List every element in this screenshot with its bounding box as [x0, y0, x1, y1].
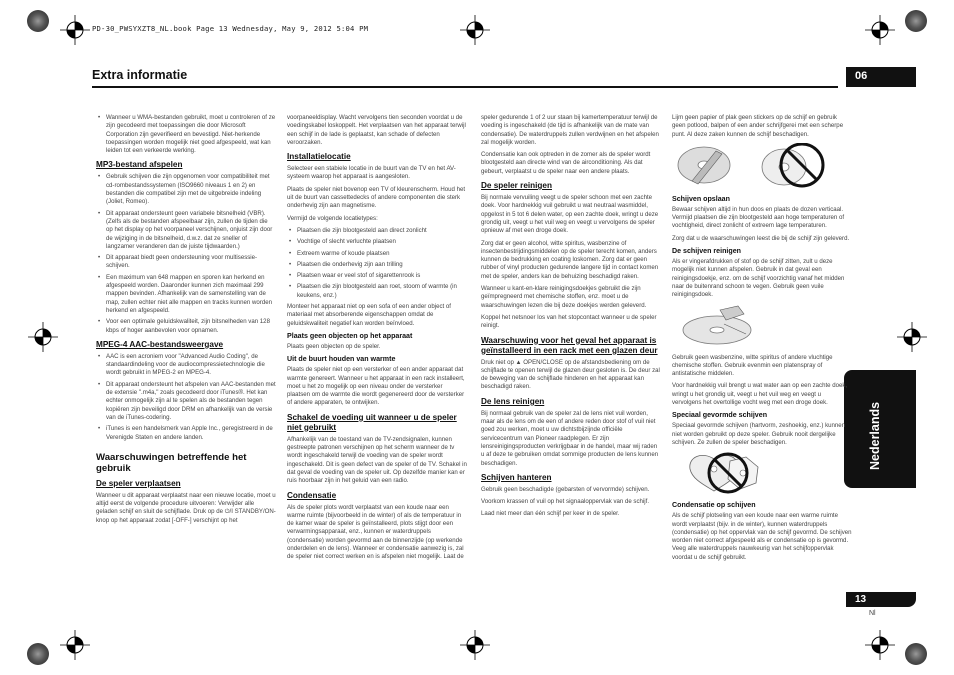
list-item: • Plaatsen die onderhevig zijn aan trilling	[287, 261, 467, 269]
section-heading: MPEG-4 AAC-bestandsweergave	[96, 339, 224, 349]
list-item: • Voor een optimale geluidskwaliteit, zijn bitsnelheden van 128 kbps of hoger aanbevolen voor opnamen.	[96, 318, 276, 335]
registration-mark-icon	[460, 630, 490, 660]
paragraph: Laad niet meer dan één schijf per keer in de speler.	[481, 510, 620, 518]
section-title: Waarschuwingen betreffende het gebruik	[96, 451, 247, 474]
paragraph: Als de schijf plotseling van een koude naar een warme ruimte wordt verplaatst (bijv. in de winter), kunnen waterdruppels (condensatie) op het oppervlak van de schijf gevormd. De schijven worden niet correct afgespeeld als er condensatie op is gevormd. Veeg alle waterdruppels nauwkeurig van het schijfoppervlak voordat u de schijf gebruikt.	[672, 512, 852, 561]
section-heading: Waarschuwing voor het geval het apparaat is geïnstalleerd in een rack met een glazen deur	[481, 335, 658, 355]
language-side-tab	[844, 370, 916, 488]
paragraph: Voor hardnekkig vuil brengt u wat water aan op een zachte doek, wringt u het grondig uit, veegt u het vuil weg en veegt u vervolgens het overtollige vocht weg met een droge doek.	[672, 382, 848, 407]
paragraph: Monteer het apparaat niet op een sofa of een ander object of materiaal met absorberende eigenschappen omdat de geluidskwaliteit negatief kan worden beïnvloed.	[287, 303, 451, 327]
header-divider	[92, 86, 838, 88]
column-3	[481, 114, 661, 523]
paragraph: Speciaal gevormde schijven (hartvorm, zeshoekig, enz.) kunnen niet worden gebruikt op deze speler. Gebruik nooit dergelijke schijven. Ze zullen de speler beschadigen.	[672, 422, 846, 446]
paragraph: Druk niet op ▲ OPEN/CLOSE op de afstandsbediening om de schijflade te openen terwijl de glazen deur gesloten is. De deur zal de beweging van de schijflade hinderen en het apparaat kan beschadigd raken.	[481, 358, 660, 391]
page-header	[92, 68, 838, 88]
column-4	[672, 114, 852, 566]
registration-mark-icon	[60, 15, 90, 45]
paragraph: Plaats de speler niet op een versterker of een ander apparaat dat warmte genereert. Wanneer u het apparaat in een rack installeert, moet u het zo mogelijk op een niveau onder de versterker plaatsen om de warmte die wordt gegenereerd door de versterker of andere apparaten, te ontwijken.	[287, 366, 465, 407]
paragraph: Zorg dat u de waarschuwingen leest die bij de schijf zijn geleverd.	[672, 234, 850, 242]
paragraph: Gebruik geen wasbenzine, witte spiritus of andere vluchtige chemische stoffen. Gebruik evenmin een platenspray of antistatische middelen.	[672, 353, 833, 378]
list-item: • Extreem warme of koude plaatsen	[287, 250, 467, 258]
section-heading: MP3-bestand afspelen	[96, 160, 183, 170]
registration-mark-icon	[865, 15, 895, 45]
list-item: • AAC is een acroniem voor "Advanced Audio Coding", de standaardindeling voor de audiocompressietechnologie die wordt gebruikt in MPEG-2 en MPEG-4.	[96, 353, 276, 378]
paragraph: Wanneer u dit apparaat verplaatst naar een nieuwe locatie, moet u altijd eerst de volgende procedure uitvoeren: Verwijder alle geladen schijf en sluit de schijflade. Druk op de ⏻/I STANDBY/ON-knop op het apparaat zodat [-OFF-] verschijnt op het	[96, 491, 276, 524]
paragraph: Condensatie kan ook optreden in de zomer als de speler wordt blootgesteld aan directe wind van de airconditioning. Als dat gebeurt, verplaatst u de speler naar een andere plaats.	[481, 151, 651, 175]
section-heading: Schijven hanteren	[481, 472, 552, 482]
subsection-heading: Uit de buurt houden van warmte	[287, 355, 396, 364]
registration-mark-icon	[865, 630, 895, 660]
paragraph: Plaats geen objecten op de speler.	[287, 342, 381, 350]
section-heading: De speler reinigen	[481, 181, 552, 191]
color-swatch-icon	[27, 10, 49, 32]
list-item: • Dit apparaat ondersteunt het afspelen van AAC-bestanden met de extensie ".m4a," zoals gecodeerd door iTunes®. Het kan echter onmogelijk zijn al te spelen als de bestanden tegen kopiëren zijn beveiligd door DRM en afhankelijk van de versie van de iTunes-codering.	[96, 381, 276, 422]
file-info-line: PD-30_PWSYXZT8_NL.book Page 13 Wednesday, May 9, 2012 5:04 PM	[92, 24, 369, 33]
registration-mark-icon	[897, 322, 927, 352]
paragraph: Als de speler plots wordt verplaatst van een koude naar een warme ruimte (bijvoorbeeld in de winter) of als de temperatuur in de kamer waar de speler is geïnstalleerd, plots stijgt door een verwarmingsapparaat, enz., kunnen er waterdruppels (condensatie) worden gevormd aan de binnenzijde (op werkende onderdelen en de lens). Wanneer er condensatie aanwezig is, zal de speler niet correct werken en is afspelen niet mogelijk. Laat de	[287, 503, 464, 561]
list-item: • Plaatsen die zijn blootgesteld aan direct zonlicht	[287, 227, 467, 235]
page-number: 13	[846, 592, 916, 607]
color-swatch-icon	[27, 643, 49, 665]
paragraph: Wanneer u kant-en-klare reinigingsdoekjes gebruikt die zijn geïmpregneerd met chemische stoffen, enz. moet u de waarschuwingen lezen die bij deze doekjes werden geleverd.	[481, 285, 647, 309]
list-item: • Dit apparaat biedt geen ondersteuning voor multisessie-schijven.	[96, 254, 276, 271]
subsection-heading: Schijven opslaan	[672, 194, 730, 203]
language-label: Nederlands	[868, 401, 882, 470]
paragraph: Bij normale vervuiling veegt u de speler schoon met een zachte doek. Voor hardnekkig vuil gebruikt u wat neutraal wasmiddel, opgelost in 5 tot 6 delen water, op een zachte doek, wringt u deze grondig uit, veegt u het vuil weg en veegt u vervolgens de speler opnieuw af met een droge doek.	[481, 194, 659, 235]
language-code: Nl	[869, 610, 876, 617]
chapter-number: 06	[846, 67, 916, 87]
paragraph: Gebruik geen beschadigde (gebarsten of vervormde) schijven.	[481, 485, 650, 493]
subsection-heading: Condensatie op schijven	[672, 501, 756, 510]
list-item: • Gebruik schijven die zijn opgenomen voor compatibiliteit met cd-rombestandssystemen (ISO9660 niveaus 1 en 2) en bestanden die compatibel zijn met de uitgebreide indeling (Joliet, Romeo).	[96, 173, 276, 206]
paragraph: Plaats de speler niet bovenop een TV of kleurenscherm. Houd het uit de buurt van cassettedecks of andere componenten die sterk onderhevig zijn aan magnetisme.	[287, 185, 466, 210]
list-item: • Wanneer u WMA-bestanden gebruikt, moet u controleren of ze zijn gecodeerd met toepassingen die door Microsoft Corporation zijn geverifieerd en bevestigd. Niet-herkende toepassingen worden mogelijk niet goed afgespeeld, wat kan leiden tot een verkeerde werking.	[96, 114, 276, 155]
column-2	[287, 114, 467, 566]
list-item: • Dit apparaat ondersteunt geen variabele bitsnelheid (VBR). (Zelfs als de bestanden afspeelbaar zijn, zullen de tijden die op het display op het voorpaneel verschijnen, onjuist zijn door de wijziging in de bitsnelheid, d.w.z. dat ze sneller of langzamer veranderen dan de juiste tijdwaarden.)	[96, 210, 276, 251]
paragraph: Zorg dat er geen alcohol, witte spiritus, wasbenzine of insectenbestrijdingsmiddelen op de speler terecht komen, anders kunnen de bedrukking en coating loskomen. Zorg dat er geen rubber of vinyl producten gedurende langere tijd in contact komen met de speler, anders kan de behuizing beschadigd raken.	[481, 239, 659, 280]
paragraph: Vermijd de volgende locatietypes:	[287, 214, 378, 222]
disc-handling-illustration	[672, 143, 852, 189]
paragraph: Afhankelijk van de toestand van de TV-zendsignalen, kunnen gestreepte patronen verschijnen op het scherm wanneer de tv wordt ingeschakeld terwijl de voeding van de speler wordt ingeschakeld. Dit is geen defect van de speler of de TV. Schakel in dat geval de voeding van de speler uit. Op dezelfde manier kan er ruis hoorbaar zijn in het geluid van een radio.	[287, 435, 467, 485]
list-item: • iTunes is een handelsmerk van Apple Inc., geregistreerd in de Verenigde Staten en andere landen.	[96, 425, 276, 442]
paragraph: Bij normaal gebruik van de speler zal de lens niet vuil worden, maar als de lens om de een of andere reden door stof of vuil niet goed zou werken, moet u uw dichtstbijzijnde officiële servicecentrum van Pioneer raadplegen. Er zijn lensreinigingsproducten verkrijgbaar in de handel, maar wij raden u af deze te gebruiken omdat sommige producten de lens kunnen beschadigen.	[481, 409, 659, 467]
section-heading: De lens reinigen	[481, 396, 545, 406]
section-heading: De speler verplaatsen	[96, 478, 181, 488]
color-swatch-icon	[905, 10, 927, 32]
list-item: • Plaatsen die zijn blootgesteld aan roet, stoom of warmte (in keukens, enz.)	[287, 283, 467, 300]
section-heading: Condensatie	[287, 490, 337, 500]
color-swatch-icon	[905, 643, 927, 665]
paragraph: Bewaar schijven altijd in hun doos en plaats de dozen verticaal. Vermijd plaatsen die zijn blootgesteld aan hoge temperaturen of vochtigheid, direct zonlicht of extreem lage temperaturen.	[672, 205, 845, 230]
registration-mark-icon	[60, 630, 90, 660]
page-title: Extra informatie	[92, 68, 188, 82]
list-item: • Een maximum van 648 mappen en sporen kan herkend en afgespeeld worden. Daaronder kunnen zich maximaal 299 mappen bevinden. Afhankelijk van de samenstelling van de map, zullen echter niet alle mappen en tracks kunnen worden herkend en afgespeeld.	[96, 274, 276, 315]
paragraph: Als er vingerafdrukken of stof op de schijf zitten, zult u deze mogelijk niet kunnen afspelen. Gebruik in dat geval een reinigingsdoekje, enz. om de schijf voorzichtig vanaf het midden naar de buitenrand schoon te vegen. Gebruik geen vuile reinigingsdoek.	[672, 258, 845, 299]
paragraph: Selecteer een stabiele locatie in de buurt van de TV en het AV-systeem waarop het apparaat is aangesloten.	[287, 165, 456, 181]
registration-mark-icon	[460, 15, 490, 45]
shaped-disc-illustration	[672, 451, 852, 495]
paragraph: speler gedurende 1 of 2 uur staan bij kamertemperatuur terwijl de voeding is ingeschakeld (de tijd is afhankelijk van de mate van condensatie). De waterdruppels zullen verdwijnen en het afspelen zal mogelijk worden.	[481, 114, 659, 146]
subsection-heading: Plaats geen objecten op het apparaat	[287, 331, 413, 340]
column-1	[96, 114, 276, 529]
list-item: • Vochtige of slecht verluchte plaatsen	[287, 238, 467, 246]
registration-mark-icon	[28, 322, 58, 352]
paragraph: voorpaneeldisplay. Wacht vervolgens tien seconden voordat u de voedingskabel loskoppelt. Het verplaatsen van het apparaat terwijl een schijf in de lade is geplaatst, kan schade of defecten veroorzaken.	[287, 114, 466, 146]
paragraph: Voorkom krassen of vuil op het signaaloppervlak van de schijf.	[481, 498, 650, 506]
paragraph: Lijm geen papier of plak geen stickers op de schijf en gebruik geen potlood, balpen of een ander schrijfgerei met een scherpe punt. Al deze zaken kunnen de schijf beschadigen.	[672, 114, 844, 138]
disc-cleaning-illustration	[672, 304, 852, 348]
paragraph: Koppel het netsnoer los van het stopcontact wanneer u de speler reinigt.	[481, 313, 657, 330]
section-heading: Schakel de voeding uit wanneer u de speler niet gebruikt	[287, 412, 457, 432]
subsection-heading: De schijven reinigen	[672, 247, 741, 256]
subsection-heading: Speciaal gevormde schijven	[672, 411, 768, 420]
list-item: • Plaatsen waar er veel stof of sigarettenrook is	[287, 272, 467, 280]
section-heading: Installatielocatie	[287, 152, 351, 162]
